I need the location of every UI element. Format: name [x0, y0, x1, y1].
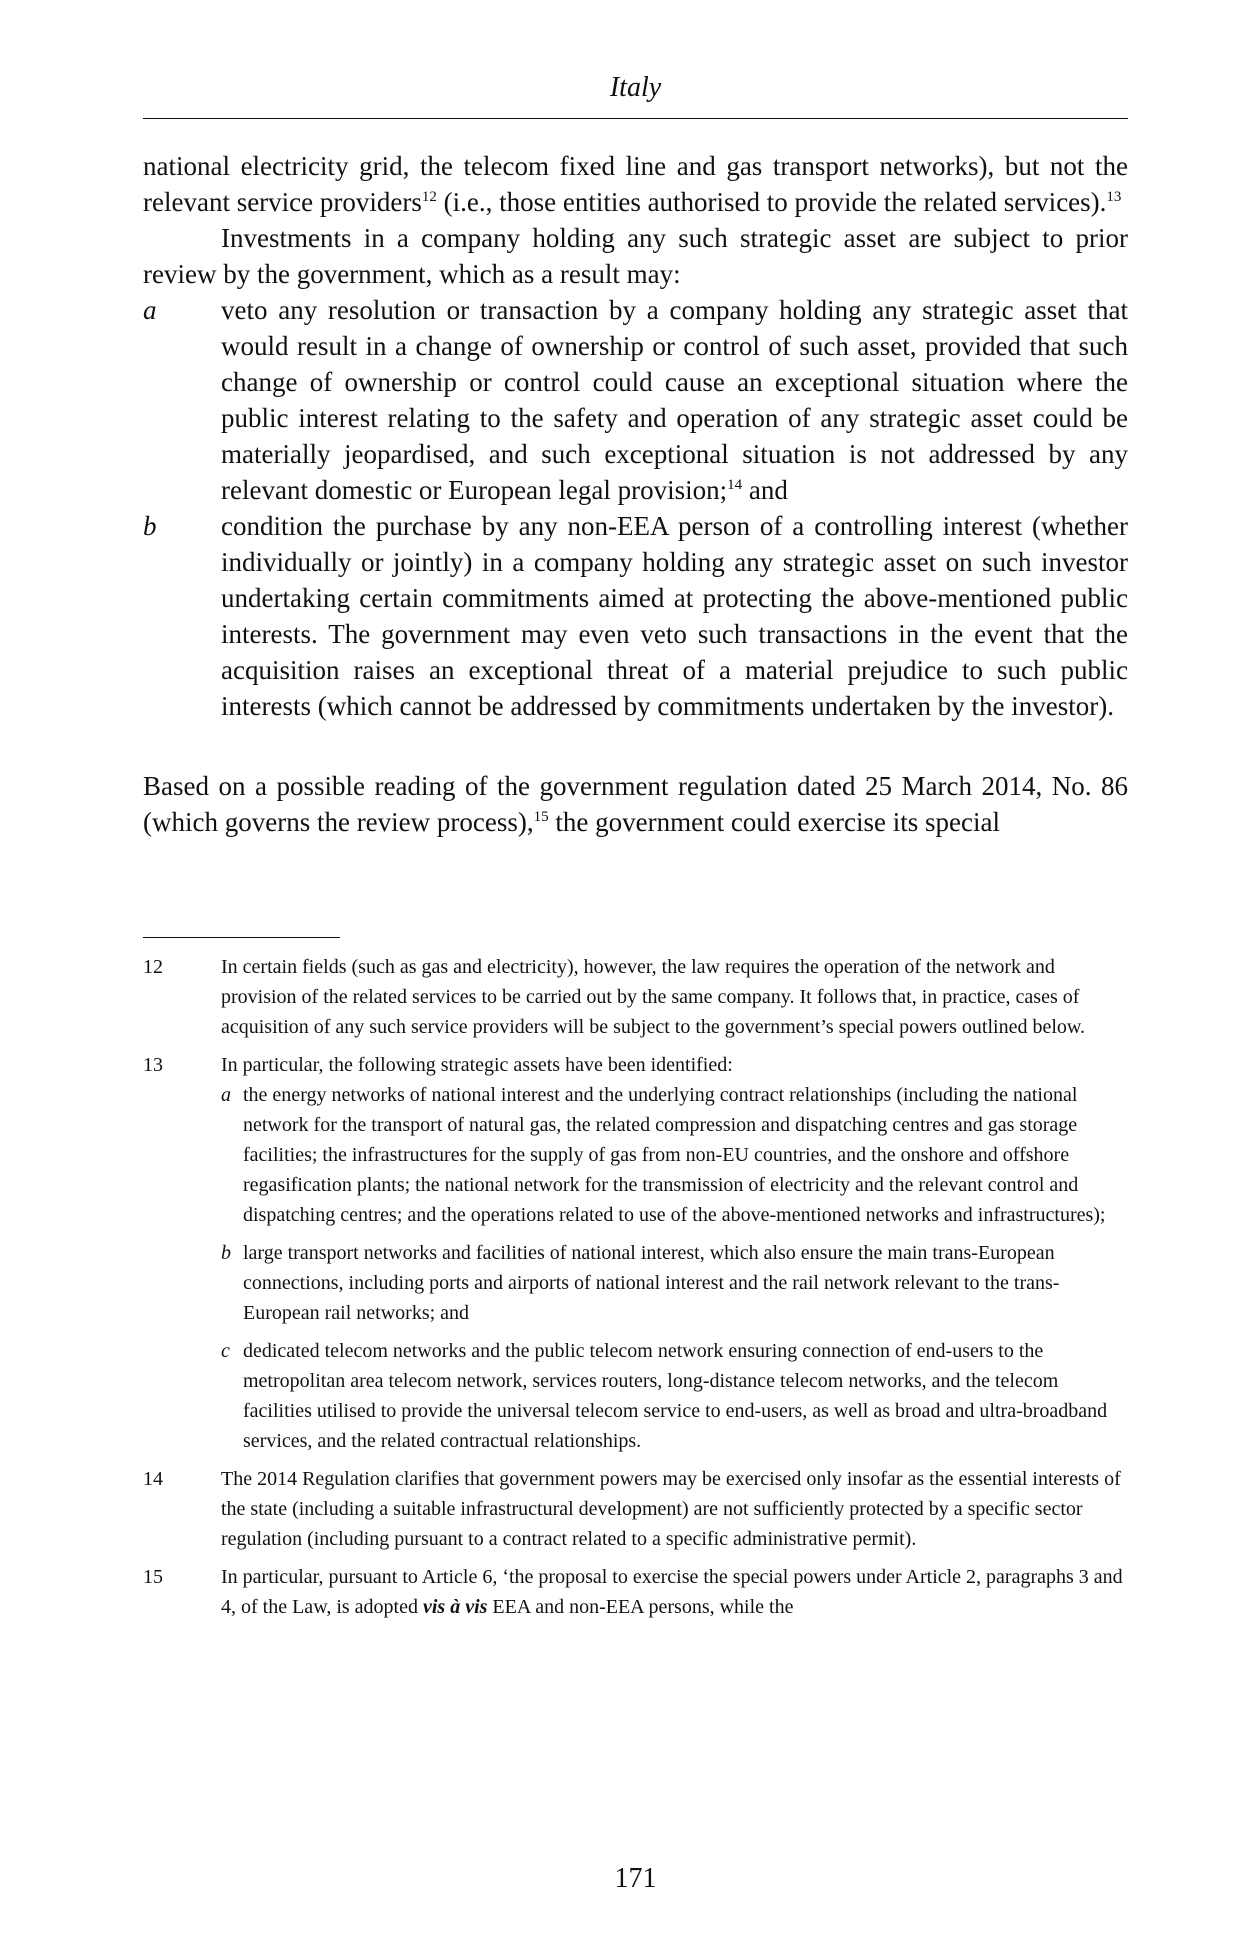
footnote-ref-15[interactable]: 15 — [533, 809, 549, 825]
list-label-a: a — [143, 295, 157, 325]
footnote-ref-13[interactable]: 13 — [1106, 189, 1122, 205]
list-text-a — [221, 292, 1128, 508]
footnote-subitem-a — [221, 1080, 1128, 1230]
footnote-subitem-c — [221, 1336, 1128, 1456]
subitem-text: large transport networks and facilities of national interest, which also ensure the main trans-European connections, including ports and airports of national interest and the rail network relevant to the trans-European rail networks; and — [243, 1242, 1060, 1324]
paragraph-3-text-b: the government could exercise its special — [548, 807, 1000, 837]
running-header: Italy — [609, 72, 662, 103]
footnote-number: 12 — [143, 956, 163, 978]
paragraph-1 — [143, 148, 1128, 220]
footnote-ref-12[interactable]: 12 — [421, 189, 437, 205]
subitem-text: the energy networks of national interest and the underlying contract relationships (including the national network for the transport of natural gas, the related compression and dispatching centres and gas storage facilities; the infrastructures for the supply of gas from non-EU countries, and the onshore and offshore regasification plants; the national network for the transmission of electricity and the relevant control and dispatching centres; and the operations related to use of the above-mentioned networks and infrastructures); — [243, 1084, 1106, 1226]
footnote-subitem-b — [221, 1238, 1128, 1328]
footnote-text — [221, 1562, 1128, 1622]
subitem-label: a — [221, 1084, 231, 1106]
paragraph-1-text-b: (i.e., those entities authorised to provide the related services). — [436, 187, 1107, 217]
footnote-ref-14[interactable]: 14 — [727, 477, 743, 493]
subitem-label: b — [221, 1242, 231, 1264]
list-text-a-tail: and — [742, 475, 788, 505]
main-text — [143, 148, 1128, 724]
footnote-12 — [143, 952, 1128, 1042]
footnote-number: 14 — [143, 1468, 163, 1490]
list-item-b — [143, 508, 1128, 724]
list-text-b: condition the purchase by any non-EEA person of a controlling interest (whether individually or jointly) in a company holding any strategic asset on such investor undertaking certain commitments aimed at protecting the above-mentioned public interests. The government may even veto such transactions in the event that the acquisition raises an exceptional threat of a material prejudice to such public interests (which cannot be addressed by commitments undertaken by the investor). — [221, 511, 1128, 721]
footnote-text: The 2014 Regulation clarifies that government powers may be exercised only insofar as the essential interests of the state (including a suitable infrastructural development) are not sufficiently protected by a specific sector regulation (including pursuant to a contract related to a specific administrative permit). — [221, 1468, 1121, 1550]
header-rule — [143, 118, 1128, 119]
footnote-15 — [143, 1562, 1128, 1622]
footnote-separator — [143, 937, 340, 938]
subitem-text: dedicated telecom networks and the public telecom network ensuring connection of end-users to the metropolitan area telecom network, services routers, long-distance telecom networks, and the telecom facilities utilised to provide the universal telecom service to end-users, as well as broad and ultra-broadband services, and the related contractual relationships. — [243, 1340, 1108, 1452]
footnote-number: 15 — [143, 1566, 163, 1588]
footnote-14 — [143, 1464, 1128, 1554]
paragraph-3-text-a: Based on a possible reading of the government regulation dated 25 March 2014, No. 86 (which governs the review process), — [143, 771, 1128, 837]
footnote-text-a: In particular, pursuant to Article 6, ‘the proposal to exercise the special powers under Article 2, paragraphs 3 and 4, of the Law, is adopted — [221, 1566, 1123, 1618]
footnote-13 — [143, 1050, 1128, 1456]
list-item-a — [143, 292, 1128, 508]
paragraph-2: Investments in a company holding any such strategic asset are subject to prior review by the government, which as a result may: — [143, 223, 1128, 289]
paragraph-3 — [143, 768, 1128, 840]
footnotes — [143, 952, 1128, 1630]
subitem-label: c — [221, 1340, 230, 1362]
footnote-text-b: EEA and non-EEA persons, while the — [487, 1596, 794, 1618]
footnote-text: In certain fields (such as gas and electricity), however, the law requires the operation of the network and provision of the related services to be carried out by the same company. It follows that, in practice, cases of acquisition of any such service providers will be subject to the government’s special powers outlined below. — [221, 956, 1086, 1038]
paragraph-1-text-a: national electricity grid, the telecom fixed line and gas transport networks), but not the relevant service providers — [143, 151, 1128, 217]
page-number: 171 — [614, 1863, 657, 1894]
footnote-emphasis: vis à vis — [422, 1596, 488, 1618]
footnote-number: 13 — [143, 1054, 163, 1076]
list-text-a-body: veto any resolution or transaction by a company holding any strategic asset that would result in a change of ownership or control of such asset, provided that such change of ownership or control could cause an exceptional situation where the public interest relating to the safety and operation of any strategic asset could be materially jeopardised, and such exceptional situation is not addressed by any relevant domestic or European legal provision; — [221, 295, 1128, 505]
footnote-body — [221, 1050, 1128, 1456]
list-label-b: b — [143, 511, 157, 541]
footnote-text: In particular, the following strategic assets have been identified: — [221, 1054, 733, 1076]
